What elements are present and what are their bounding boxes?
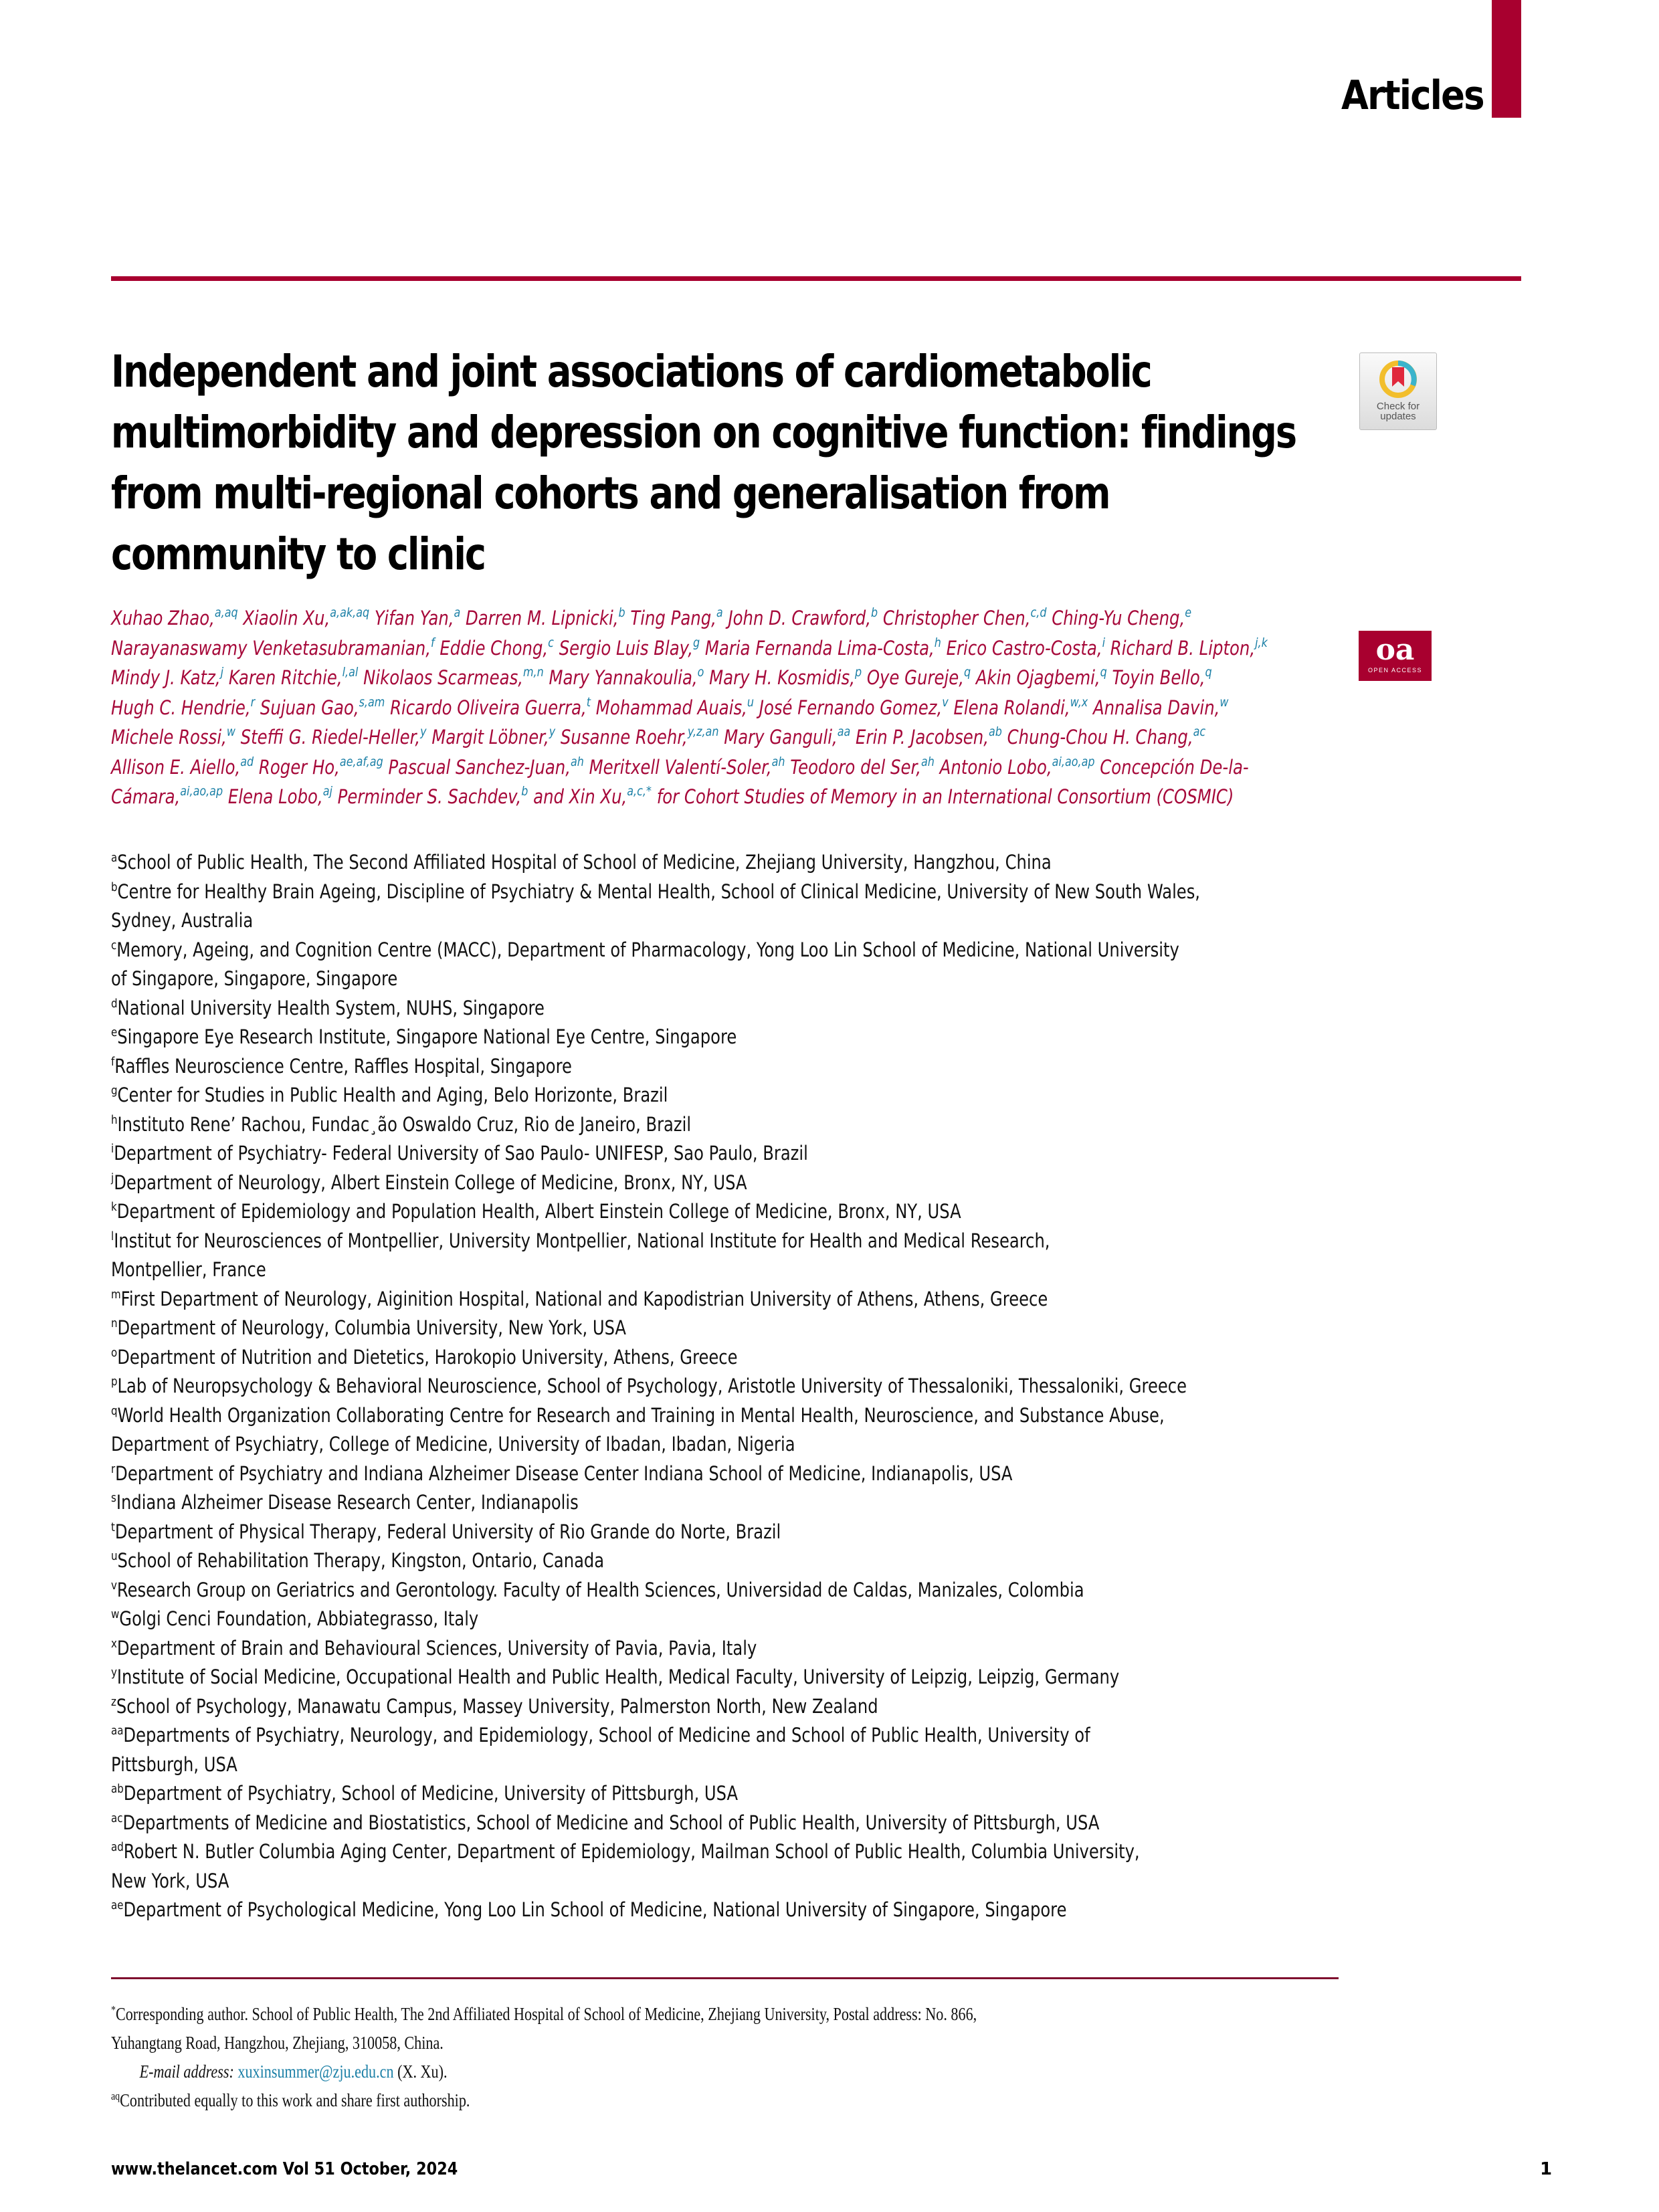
affiliation-item [111, 1488, 1145, 1518]
affiliation-text: Departments of Psychiatry, Neurology, and Epidemiology, School of Medicine and School of Public Health, University of [123, 1724, 1090, 1746]
affiliation-item [111, 1314, 1145, 1343]
affiliation-text-cont: New York, USA [111, 1869, 229, 1892]
affiliation-item [111, 848, 1145, 878]
affiliation-item [111, 1779, 1145, 1809]
affiliation-key: j [111, 1171, 114, 1185]
affiliation-item [111, 1546, 1145, 1576]
journal-footer[interactable]: www.thelancet.com Vol 51 October, 2024 [111, 2159, 458, 2179]
affiliation-superscript[interactable]: ac [1193, 724, 1206, 739]
affiliation-key: e [111, 1025, 118, 1039]
affiliation-key: v [111, 1578, 117, 1593]
author-line [111, 722, 1206, 752]
affiliation-line [111, 1025, 737, 1048]
author-name[interactable]: Sergio Luis Blay, [559, 636, 693, 660]
affiliation-item [111, 1285, 1145, 1314]
affiliation-superscript[interactable]: ad [240, 754, 254, 769]
open-access-label: OPEN ACCESS [1367, 667, 1423, 674]
affiliation-key: ab [111, 1782, 124, 1796]
affiliation-text-cont: Department of Psychiatry, College of Medicine, University of Ibadan, Ibadan, Nigeria [111, 1433, 795, 1455]
affiliation-text: Department of Neurology, Columbia University, New York, USA [117, 1316, 627, 1339]
affiliation-text: Raffles Neuroscience Centre, Raffles Hospital, Singapore [114, 1054, 572, 1078]
affiliation-text: Center for Studies in Public Health and Aging, Belo Horizonte, Brazil [117, 1084, 668, 1106]
author-name[interactable]: Mary Ganguli, [724, 726, 838, 748]
author-name[interactable]: Antonio Lobo, [939, 755, 1052, 779]
open-access-badge [1359, 631, 1432, 681]
author-line [111, 603, 1192, 633]
affiliation-item [111, 1896, 1145, 1925]
affiliation-superscript[interactable]: o [697, 665, 704, 680]
affiliation-text: School of Public Health, The Second Affiliated Hospital of School of Medicine, Zhejiang University, Hangzhou, China [117, 851, 1052, 874]
affiliation-key: ae [111, 1898, 124, 1912]
affiliation-item [111, 1837, 1145, 1896]
affiliation-line [111, 1200, 961, 1223]
affiliation-superscript[interactable]: b [618, 605, 625, 620]
affiliation-superscript[interactable]: g [692, 635, 700, 650]
affiliation-key: x [111, 1636, 117, 1651]
affiliation-text: Lab of Neuropsychology & Behavioral Neuroscience, School of Psychology, Aristotle University of Thessaloniki, Thessaloniki, Greece [117, 1375, 1187, 1397]
author-name[interactable]: Meritxell Valentí-Soler, [589, 755, 772, 779]
affiliation-text: Singapore Eye Research Institute, Singapore National Eye Centre, Singapore [117, 1025, 737, 1048]
affiliation-text: Department of Physical Therapy, Federal University of Rio Grande do Norte, Brazil [114, 1520, 781, 1543]
affiliation-line [111, 1782, 738, 1805]
author-name[interactable]: Michele Rossi, [111, 726, 227, 748]
author-list [111, 603, 1349, 812]
author-name[interactable]: Mohammad Auais, [595, 696, 747, 719]
article-title [111, 341, 1369, 585]
affiliation-item [111, 1605, 1145, 1634]
affiliation-line [111, 880, 1200, 903]
footnote-marker: aq [111, 2090, 120, 2102]
author-name[interactable]: Nikolaos Scarmeas, [363, 666, 524, 689]
email-note [111, 2057, 1126, 2086]
affiliation-superscript[interactable]: ai,ao,ap [1052, 754, 1095, 769]
affiliation-key: q [111, 1403, 118, 1418]
title-line: from multi-regional cohorts and generalisation from [111, 468, 1110, 519]
affiliation-key: m [111, 1287, 121, 1302]
affiliation-text: Indiana Alzheimer Disease Research Center, Indianapolis [116, 1491, 579, 1514]
affiliation-text: Department of Neurology, Albert Einstein College of Medicine, Bronx, NY, USA [114, 1171, 747, 1194]
affiliation-item [111, 1139, 1145, 1169]
affiliation-text: Memory, Ageing, and Cognition Centre (MACC), Department of Pharmacology, Yong Loo Lin School of Medicine, National University [116, 938, 1179, 961]
author-name[interactable]: Karen Ritchie, [228, 666, 343, 689]
affiliation-superscript[interactable]: r [250, 694, 256, 710]
affiliation-item [111, 936, 1179, 994]
affiliation-superscript[interactable]: h [934, 635, 941, 650]
title-line: multimorbidity and depression on cognitive function: findings [111, 407, 1296, 458]
affiliation-line [111, 1607, 478, 1630]
affiliation-key: l [111, 1229, 114, 1243]
affiliation-key: k [111, 1200, 117, 1214]
author-name[interactable]: Concepción De-la- [1100, 755, 1249, 779]
affiliation-key: d [111, 996, 118, 1011]
affiliation-item [111, 1110, 1145, 1140]
author-name[interactable]: Perminder S. Sachdev, [337, 785, 522, 808]
affiliation-text: Department of Psychiatry, School of Medicine, University of Pittsburgh, USA [123, 1782, 739, 1805]
affiliation-key: b [111, 880, 118, 894]
affiliation-superscript[interactable]: u [747, 694, 755, 710]
corresponding-line: Corresponding author. School of Public Health, The 2nd Affiliated Hospital of School of Medicine, Zhejiang University, Postal address: No. 866, [115, 2004, 977, 2024]
affiliation-key: o [111, 1345, 118, 1360]
affiliation-text: Department of Epidemiology and Population Health, Albert Einstein College of Medicine, Bronx, NY, USA [116, 1200, 961, 1223]
affiliation-key: f [111, 1054, 115, 1069]
check-label-line: updates [1380, 411, 1416, 422]
author-name[interactable]: Cámara, [111, 785, 181, 808]
author-name[interactable]: Oye Gureje, [866, 666, 964, 689]
affiliation-line [111, 938, 1179, 961]
footnote-divider [111, 1977, 1339, 1979]
author-name[interactable]: Elena Lobo, [227, 785, 323, 808]
affiliation-line [111, 1898, 1066, 1921]
affiliation-item [111, 1809, 1145, 1838]
affiliation-text: Institut for Neurosciences of Montpellier, University Montpellier, National Institute for Health and Medical Research, [114, 1229, 1050, 1252]
affiliation-line [111, 1666, 1119, 1688]
affiliation-text: Department of Psychiatry and Indiana Alzheimer Disease Center Indiana School of Medicine, Indianapolis, USA [115, 1462, 1013, 1485]
affiliation-line [111, 1637, 757, 1660]
author-name[interactable]: Elena Rolandi, [953, 696, 1070, 719]
affiliation-text: Instituto Rene’ Rachou, Fundac¸ão Oswaldo Cruz, Rio de Janeiro, Brazil [117, 1112, 692, 1136]
affiliation-key: t [111, 1520, 115, 1534]
affiliation-superscript[interactable]: a,ak,aq [330, 605, 370, 620]
affiliation-text: National University Health System, NUHS, Singapore [117, 996, 545, 1019]
check-label-line: Check for [1376, 401, 1420, 412]
affiliation-item [111, 878, 1201, 936]
affiliation-item [111, 1576, 1145, 1605]
affiliation-superscript[interactable]: j,k [1255, 635, 1268, 650]
affiliation-text: Research Group on Geriatrics and Gerontology. Faculty of Health Sciences, Universidad de Caldas, Manizales, Colombia [116, 1578, 1084, 1601]
author-name[interactable]: John D. Crawford, [728, 607, 871, 629]
author-name[interactable]: Teodoro del Ser, [790, 755, 922, 779]
author-line [111, 782, 1234, 812]
affiliation-superscript[interactable]: y,z,an [687, 724, 719, 739]
affiliation-superscript[interactable]: b [521, 784, 528, 799]
author-name[interactable]: Erico Castro-Costa, [946, 636, 1102, 660]
affiliation-superscript[interactable]: ah [570, 754, 584, 769]
affiliation-line [111, 1520, 781, 1543]
check-for-updates-button[interactable] [1359, 353, 1437, 430]
author-name[interactable]: Akin Ojagbemi, [975, 666, 1100, 689]
affiliation-line [111, 1462, 1012, 1485]
affiliation-superscript[interactable]: i [1102, 635, 1106, 650]
affiliation-key: z [111, 1694, 116, 1709]
affiliation-key: ac [111, 1811, 123, 1825]
affiliation-line [111, 1491, 579, 1514]
author-name[interactable]: Erin P. Jacobsen, [856, 726, 989, 748]
affiliation-text: World Health Organization Collaborating Centre for Research and Training in Mental Health, Neuroscience, and Substance Abuse, [117, 1403, 1165, 1427]
affiliation-superscript[interactable]: aa [837, 724, 851, 739]
affiliation-superscript[interactable]: y [420, 724, 427, 739]
affiliation-superscript[interactable]: w,x [1070, 694, 1088, 710]
section-label: Articles [1341, 72, 1484, 119]
author-name[interactable]: Mary H. Kosmidis, [709, 666, 855, 689]
page-number: 1 [1540, 2159, 1553, 2179]
affiliation-key: p [111, 1375, 118, 1389]
affiliation-line [111, 1724, 1090, 1746]
title-line: community to clinic [111, 528, 485, 580]
footnotes [111, 2000, 1349, 2115]
affiliation-text: Centre for Healthy Brain Ageing, Discipline of Psychiatry & Mental Health, School of Clinical Medicine, University of New South Wales, [117, 880, 1201, 903]
author-name[interactable]: Narayanaswamy Venketasubramanian, [111, 636, 431, 660]
affiliation-line [111, 1229, 1050, 1252]
affiliation-line [111, 851, 1052, 874]
affiliation-text-cont: Sydney, Australia [111, 909, 254, 932]
author-name[interactable]: Toyin Bello, [1112, 666, 1205, 689]
author-line [111, 633, 1268, 664]
corresponding-author-note [111, 2000, 1126, 2029]
equal-contribution-text: Contributed equally to this work and share first authorship. [120, 2090, 470, 2110]
email-suffix: (X. Xu). [397, 2062, 448, 2082]
affiliation-text-cont: Pittsburgh, USA [111, 1752, 237, 1776]
author-name[interactable]: Maria Fernanda Lima-Costa, [704, 636, 935, 660]
affiliation-item [111, 1518, 1145, 1547]
affiliation-key: aa [111, 1724, 124, 1738]
author-line [111, 693, 1229, 723]
affiliation-superscript[interactable]: a,c,* [627, 784, 652, 799]
affiliation-list [111, 848, 1349, 1925]
affiliation-item [111, 1227, 1145, 1285]
author-name[interactable]: Ting Pang, [630, 607, 716, 629]
author-name[interactable]: Eddie Chong, [440, 636, 549, 660]
open-access-logo: oa [1375, 633, 1415, 667]
affiliation-superscript[interactable]: c,d [1030, 605, 1047, 620]
affiliation-text: Department of Nutrition and Dietetics, Harokopio University, Athens, Greece [117, 1345, 738, 1369]
affiliation-item [111, 1052, 1145, 1082]
author-name[interactable]: Ricardo Oliveira Guerra, [390, 696, 587, 719]
affiliation-superscript[interactable]: s,am [359, 694, 385, 710]
corresponding-author-note-cont: Yuhangtang Road, Hangzhou, Zhejiang, 310058, China. [111, 2033, 444, 2053]
affiliation-text: First Department of Neurology, Aiginition Hospital, National and Kapodistrian University of Athens, Athens, Greece [120, 1287, 1048, 1310]
affiliation-superscript[interactable]: t [586, 694, 591, 710]
affiliation-key: n [111, 1316, 118, 1330]
author-name[interactable]: Richard B. Lipton, [1110, 636, 1256, 660]
affiliation-key: r [111, 1462, 116, 1476]
affiliation-key: ad [111, 1840, 124, 1854]
equal-contribution-note [111, 2086, 1126, 2115]
affiliation-superscript[interactable]: e [1185, 605, 1192, 620]
affiliation-item [111, 1692, 1145, 1722]
affiliation-superscript[interactable]: a,aq [214, 605, 238, 620]
affiliation-superscript[interactable]: y [549, 724, 556, 739]
affiliation-item [111, 1401, 1165, 1460]
affiliation-line [111, 1840, 1140, 1863]
affiliation-line [111, 1375, 1187, 1397]
author-line [111, 663, 1212, 693]
author-name[interactable]: Ching-Yu Cheng, [1052, 607, 1185, 629]
affiliation-superscript[interactable]: ah [921, 754, 935, 769]
affiliation-line [111, 1404, 1165, 1427]
affiliation-line [111, 1695, 878, 1718]
author-name[interactable]: Xuhao Zhao, [111, 607, 215, 629]
affiliation-text: Golgi Cenci Foundation, Abbiategrasso, Italy [119, 1607, 479, 1630]
affiliation-text: School of Psychology, Manawatu Campus, Massey University, Palmerston North, New Zealand [116, 1694, 878, 1718]
affiliation-text: School of Rehabilitation Therapy, Kingston, Ontario, Canada [117, 1549, 605, 1572]
author-name[interactable]: Pascual Sanchez-Juan, [388, 755, 571, 779]
author-name[interactable]: Darren M. Lipnicki, [466, 607, 619, 629]
affiliation-line [111, 1055, 572, 1078]
affiliation-text: Departments of Medicine and Biostatistics, School of Medicine and School of Public Health, University of Pittsburgh, USA [122, 1811, 1100, 1834]
affiliation-superscript[interactable]: ah [771, 754, 785, 769]
author-name[interactable]: José Fernando Gomez, [759, 696, 943, 719]
affiliation-key: s [111, 1491, 116, 1505]
affiliation-line [111, 1113, 691, 1136]
author-name[interactable]: Steffi G. Riedel-Heller, [240, 726, 421, 748]
author-name[interactable]: Allison E. Aiello, [111, 755, 241, 779]
affiliation-superscript[interactable]: c [548, 635, 554, 650]
affiliation-superscript[interactable]: ae,af,ag [339, 754, 383, 769]
affiliation-text: Department of Brain and Behavioural Sciences, University of Pavia, Pavia, Italy [116, 1636, 757, 1660]
affiliation-item [111, 1169, 1145, 1198]
header-accent-bar [1492, 0, 1521, 118]
affiliation-superscript[interactable]: a [454, 605, 461, 620]
affiliation-line [111, 1142, 808, 1165]
affiliation-superscript[interactable]: a [716, 605, 723, 620]
author-name[interactable]: Chung-Chou H. Chang, [1007, 726, 1193, 748]
author-name[interactable]: Hugh C. Hendrie, [111, 696, 251, 719]
affiliation-item [111, 1081, 1145, 1110]
affiliation-superscript[interactable]: q [963, 665, 971, 680]
affiliation-superscript[interactable]: q [1205, 665, 1212, 680]
author-name[interactable]: Xiaolin Xu, [243, 607, 330, 629]
author-name[interactable]: and Xin Xu, [533, 785, 627, 808]
author-name[interactable]: Annalisa Davin, [1092, 696, 1220, 719]
affiliation-superscript[interactable]: b [870, 605, 878, 620]
affiliation-superscript[interactable]: aj [322, 784, 332, 799]
affiliation-key: a [111, 851, 118, 865]
affiliation-line [111, 1288, 1048, 1310]
affiliation-key: c [111, 938, 117, 952]
affiliation-item [111, 1372, 1187, 1401]
affiliation-line [111, 1811, 1099, 1834]
author-name[interactable]: Yifan Yan, [374, 607, 454, 629]
affiliation-line [111, 1171, 747, 1194]
affiliation-superscript[interactable]: j [220, 665, 224, 680]
affiliation-item [111, 1634, 1145, 1664]
author-name[interactable]: Mindy J. Katz, [111, 666, 221, 689]
affiliation-superscript[interactable]: l,al [342, 665, 359, 680]
affiliation-key: i [111, 1142, 114, 1156]
email-label: E-mail address: [139, 2062, 234, 2082]
affiliation-item [111, 1721, 1145, 1779]
affiliation-line [111, 1346, 738, 1369]
affiliation-key: w [111, 1607, 120, 1621]
header-divider [111, 276, 1521, 281]
affiliation-line [111, 1579, 1084, 1601]
affiliation-item [111, 1197, 1145, 1227]
author-name[interactable]: for Cohort Studies of Memory in an International Consortium (COSMIC) [656, 785, 1234, 808]
affiliation-text: Institute of Social Medicine, Occupational Health and Public Health, Medical Faculty, University of Leipzig, Leipzig, Germany [116, 1666, 1120, 1688]
author-name[interactable]: Margit Löbner, [431, 726, 549, 748]
affiliation-superscript[interactable]: w [1219, 694, 1229, 710]
affiliation-text: Department of Psychological Medicine, Yong Loo Lin School of Medicine, National University of Singapore, Singapore [123, 1898, 1067, 1921]
author-name[interactable]: Christopher Chen, [882, 607, 1031, 629]
affiliation-item [111, 1663, 1145, 1692]
title-line: Independent and joint associations of cardiometabolic [111, 346, 1151, 397]
author-name[interactable]: Susanne Roehr, [560, 726, 688, 748]
affiliation-superscript[interactable]: f [430, 635, 435, 650]
author-name[interactable]: Roger Ho, [258, 755, 340, 779]
affiliation-text: Robert N. Butler Columbia Aging Center, Department of Epidemiology, Mailman School of Public Health, Columbia University, [123, 1840, 1140, 1863]
check-for-updates-label [1377, 401, 1420, 421]
affiliation-item [111, 1460, 1145, 1489]
affiliation-item [111, 1343, 1145, 1373]
affiliation-superscript[interactable]: p [854, 665, 862, 680]
affiliation-key: u [111, 1549, 118, 1563]
affiliation-superscript[interactable]: ab [988, 724, 1002, 739]
affiliation-superscript[interactable]: q [1100, 665, 1107, 680]
affiliation-line [111, 997, 545, 1019]
affiliation-text-cont: of Singapore, Singapore, Singapore [111, 967, 398, 990]
email-link[interactable]: xuxinsummer@zju.edu.cn [237, 2062, 394, 2082]
affiliation-superscript[interactable]: m,n [523, 665, 544, 680]
affiliation-superscript[interactable]: v [942, 694, 949, 710]
affiliation-line [111, 1549, 604, 1572]
crossmark-icon [1377, 359, 1419, 400]
affiliation-text-cont: Montpellier, France [111, 1258, 266, 1281]
affiliation-key: h [111, 1112, 118, 1127]
affiliation-line [111, 1316, 626, 1339]
affiliation-superscript[interactable]: ai,ao,ap [180, 784, 223, 799]
affiliation-key: g [111, 1084, 118, 1098]
affiliation-item [111, 994, 1145, 1023]
author-name[interactable]: Mary Yannakoulia, [549, 666, 698, 689]
affiliation-item [111, 1023, 1145, 1052]
affiliation-text: Department of Psychiatry- Federal University of Sao Paulo- UNIFESP, Sao Paulo, Brazil [114, 1142, 808, 1165]
author-name[interactable]: Sujuan Gao, [260, 696, 359, 719]
affiliation-superscript[interactable]: w [226, 724, 235, 739]
author-line [111, 752, 1249, 783]
affiliation-key: y [111, 1666, 117, 1680]
footnote-marker: * [111, 2003, 116, 2016]
affiliation-line [111, 1084, 668, 1106]
